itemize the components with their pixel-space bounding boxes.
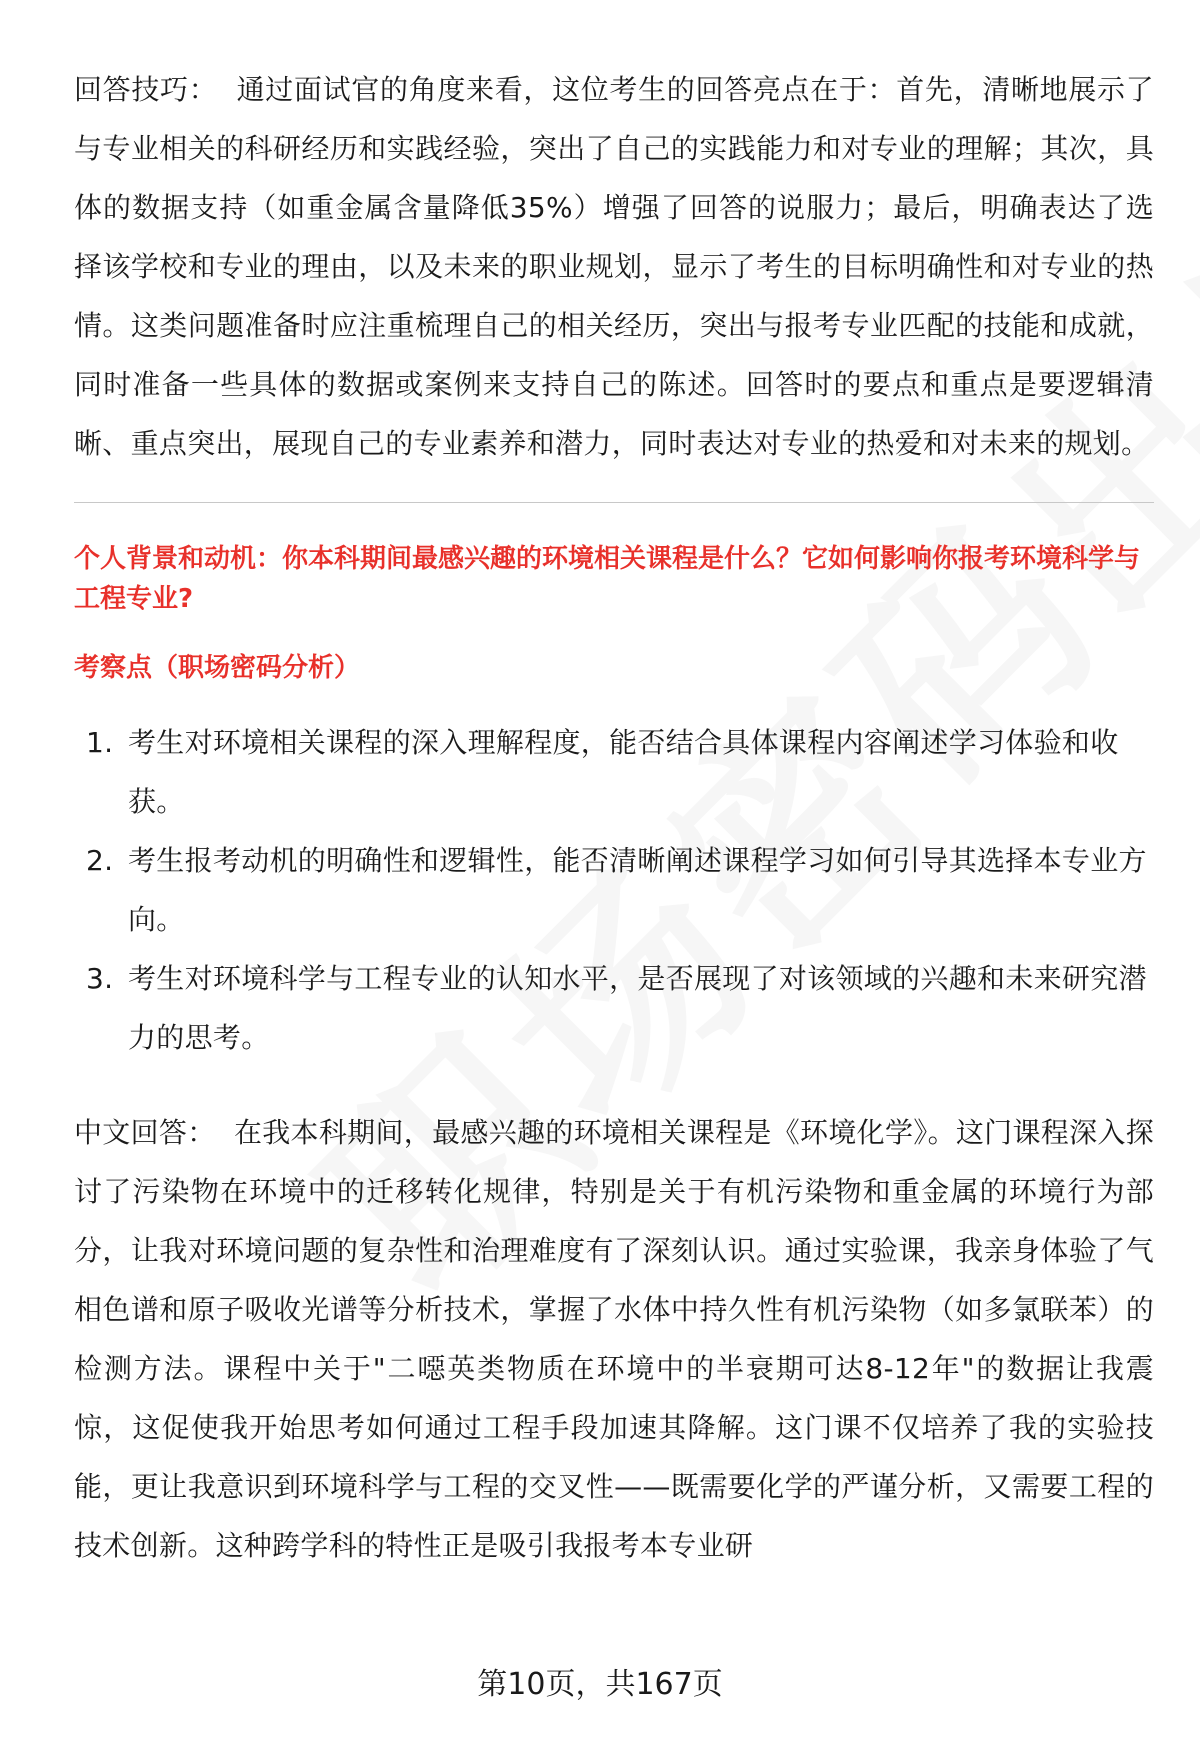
answer-paragraph xyxy=(74,1103,1154,1575)
tips-paragraph xyxy=(74,60,1154,473)
list-item-text: 考生对环境科学与工程专业的认知水平，是否展现了对该领域的兴趣和未来研究潜力的思考。 xyxy=(128,962,1147,1054)
list-item xyxy=(74,949,1154,1067)
list-item-number: 3. xyxy=(86,962,114,995)
list-item xyxy=(74,713,1154,831)
exam-points-heading: 考察点（职场密码分析） xyxy=(74,653,361,683)
answer-text: 在我本科期间，最感兴趣的环境相关课程是《环境化学》。这门课程深入探讨了污染物在环境中的迁移转化规律，特别是关于有机污染物和重金属的环境行为部分，让我对环境问题的复杂性和治理难度有了深刻认识。通过实验课，我亲身体验了气相色谱和原子吸收光谱等分析技术，掌握了水体中持久性有机污染物（如多氯联苯）的检测方法。课程中关于"二噁英类物质在环境中的半衰期可达8-12年"的数据让我震惊，这促使我开始思考如何通过工程手段加速其降解。这门课不仅培养了我的实验技能，更让我意识到环境科学与工程的交叉性——既需要化学的严谨分析，又需要工程的技术创新。这种跨学科的特性正是吸引我报考本专业研 xyxy=(74,1116,1154,1562)
answer-label: 中文回答： xyxy=(74,1116,216,1149)
question-title: 个人背景和动机：你本科期间最感兴趣的环境相关课程是什么？它如何影响你报考环境科学与工程专业? xyxy=(74,544,1141,614)
exam-points-list xyxy=(74,713,1154,1067)
tips-text: 通过面试官的角度来看，这位考生的回答亮点在于：首先，清晰地展示了与专业相关的科研经历和实践经验，突出了自己的实践能力和对专业的理解；其次，具体的数据支持（如重金属含量降低35%）增强了回答的说服力；最后，明确表达了选择该学校和专业的理由，以及未来的职业规划，显示了考生的目标明确性和对专业的热情。这类问题准备时应注重梳理自己的相关经历，突出与报考专业匹配的技能和成就，同时准备一些具体的数据或案例来支持自己的陈述。回答时的要点和重点是要逻辑清晰、重点突出，展现自己的专业素养和潜力，同时表达对专业的热爱和对未来的规划。 xyxy=(74,73,1154,460)
tips-label: 回答技巧： xyxy=(74,73,218,106)
page-number: 第10页，共167页 xyxy=(477,1667,723,1702)
section-divider xyxy=(74,502,1154,503)
list-item xyxy=(74,831,1154,949)
list-item-text: 考生对环境相关课程的深入理解程度，能否结合具体课程内容阐述学习体验和收获。 xyxy=(128,726,1119,818)
list-item-number: 2. xyxy=(86,844,114,877)
page-content xyxy=(74,60,1154,1575)
list-item-number: 1. xyxy=(86,726,114,759)
list-item-text: 考生报考动机的明确性和逻辑性，能否清晰阐述课程学习如何引导其选择本专业方向。 xyxy=(128,844,1147,936)
